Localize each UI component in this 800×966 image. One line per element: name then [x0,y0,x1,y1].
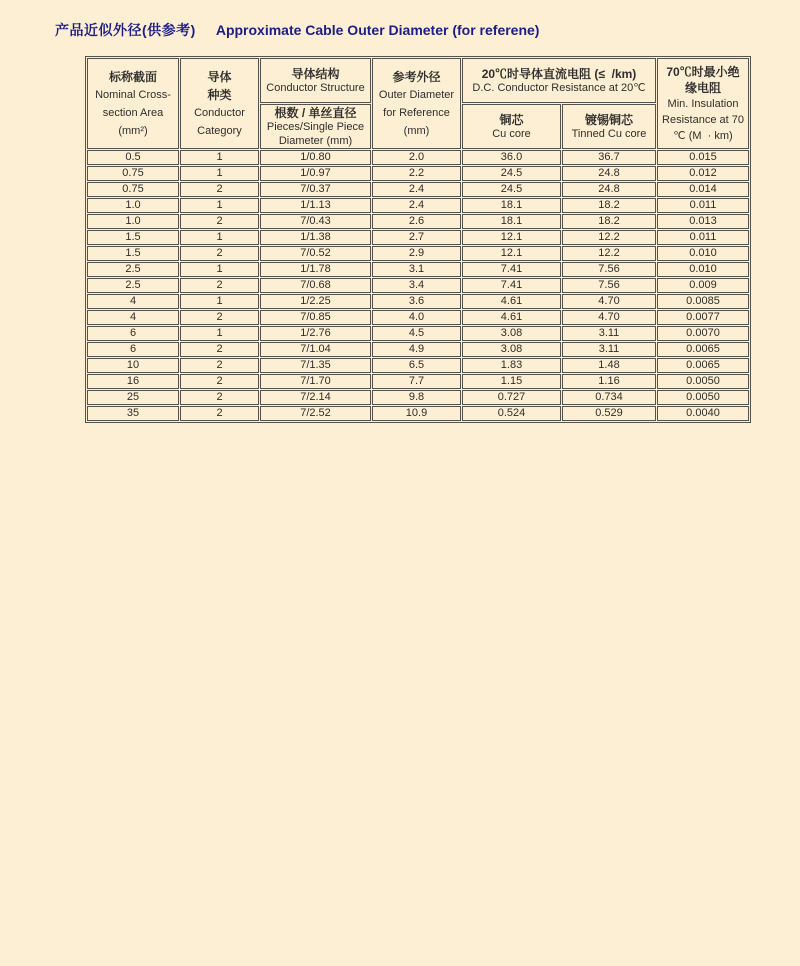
header-category-zh-1: 导体 [207,69,232,84]
cell-outer-diameter: 2.0 [372,150,461,165]
cell-outer-diameter: 4.0 [372,310,461,325]
header-pieces-diameter [260,104,371,149]
header-nominal-en-2: section Area [102,106,164,119]
cell-conductor-structure: 7/0.37 [260,182,371,197]
cell-outer-diameter: 2.4 [372,182,461,197]
cell-cu-core-resistance: 12.1 [462,246,561,261]
header-outer-diameter [372,58,461,149]
cell-tinned-cu-core-resistance: 7.56 [562,278,656,293]
cell-conductor-category: 2 [180,342,259,357]
cell-cu-core-resistance: 36.0 [462,150,561,165]
cell-outer-diameter: 7.7 [372,374,461,389]
table-row [87,310,749,325]
cell-min-insulation-resistance: 0.0065 [657,358,749,373]
header-dc-resistance [462,58,656,103]
cell-outer-diameter: 4.9 [372,342,461,357]
cell-cu-core-resistance: 4.61 [462,310,561,325]
cell-outer-diameter: 2.7 [372,230,461,245]
cell-min-insulation-resistance: 0.0085 [657,294,749,309]
cell-conductor-structure: 1/0.97 [260,166,371,181]
cell-min-insulation-resistance: 0.010 [657,246,749,261]
cell-nominal-area: 25 [87,390,179,405]
cell-conductor-structure: 7/1.35 [260,358,371,373]
header-outer-en-1: Outer Diameter [378,88,455,101]
header-row-top [87,58,749,103]
header-insulation-en-1: Min. Insulation [667,97,739,110]
cell-nominal-area: 6 [87,342,179,357]
cell-conductor-structure: 1/1.38 [260,230,371,245]
header-resistance-en: D.C. Conductor Resistance at 20℃ [472,81,646,94]
cell-nominal-area: 1.5 [87,230,179,245]
cell-nominal-area: 16 [87,374,179,389]
header-cu-en: Cu core [492,127,531,140]
cell-nominal-area: 1.0 [87,214,179,229]
table-row [87,166,749,181]
table-row [87,358,749,373]
table-row [87,342,749,357]
cell-min-insulation-resistance: 0.013 [657,214,749,229]
cell-conductor-category: 1 [180,294,259,309]
cable-spec-table [85,56,751,423]
header-nominal-zh: 标称截面 [108,69,157,84]
table-row [87,262,749,277]
cell-conductor-category: 2 [180,278,259,293]
header-outer-unit: (mm) [403,124,430,137]
cell-nominal-area: 35 [87,406,179,421]
cell-tinned-cu-core-resistance: 18.2 [562,214,656,229]
cell-conductor-category: 1 [180,150,259,165]
table-body [87,150,749,421]
header-conductor-structure [260,58,371,103]
cell-nominal-area: 1.0 [87,198,179,213]
cell-conductor-structure: 7/0.52 [260,246,371,261]
cell-conductor-category: 2 [180,182,259,197]
cell-nominal-area: 0.75 [87,182,179,197]
cell-outer-diameter: 2.2 [372,166,461,181]
header-category-en-2: Category [197,124,242,137]
cell-conductor-structure: 7/0.68 [260,278,371,293]
cell-tinned-cu-core-resistance: 12.2 [562,230,656,245]
page-title-en: Approximate Cable Outer Diameter (for referene) [215,22,540,38]
header-nominal-area [87,58,179,149]
cell-outer-diameter: 3.1 [372,262,461,277]
cell-conductor-category: 2 [180,390,259,405]
header-category-zh-2: 种类 [207,87,232,102]
header-insulation-unit: ℃ (M · km) [673,129,733,142]
cell-conductor-structure: 7/1.70 [260,374,371,389]
table-row [87,390,749,405]
table-row [87,214,749,229]
cell-tinned-cu-core-resistance: 3.11 [562,342,656,357]
cell-conductor-category: 1 [180,230,259,245]
table-row [87,246,749,261]
cell-tinned-cu-core-resistance: 12.2 [562,246,656,261]
header-insulation-zh-1: 70℃时最小绝 [666,64,740,79]
cell-min-insulation-resistance: 0.009 [657,278,749,293]
cell-cu-core-resistance: 18.1 [462,198,561,213]
cell-conductor-category: 2 [180,246,259,261]
cell-nominal-area: 4 [87,310,179,325]
header-nominal-unit: (mm²) [118,124,148,137]
cell-cu-core-resistance: 3.08 [462,326,561,341]
table-row [87,374,749,389]
header-resistance-zh: 20℃时导体直流电阻 (≤ /km) [481,66,637,81]
header-structure-zh: 导体结构 [291,66,340,81]
header-pieces-zh: 根数 / 单丝直径 [274,105,357,120]
cell-tinned-cu-core-resistance: 0.529 [562,406,656,421]
cell-cu-core-resistance: 24.5 [462,182,561,197]
page-title-zh: 产品近似外径(供参考) [55,22,196,38]
cell-cu-core-resistance: 0.524 [462,406,561,421]
cell-conductor-structure: 1/2.76 [260,326,371,341]
cell-conductor-category: 2 [180,310,259,325]
cell-outer-diameter: 9.8 [372,390,461,405]
table-row [87,198,749,213]
cell-outer-diameter: 3.4 [372,278,461,293]
cell-conductor-structure: 7/2.52 [260,406,371,421]
header-conductor-category [180,58,259,149]
cell-nominal-area: 6 [87,326,179,341]
cell-cu-core-resistance: 0.727 [462,390,561,405]
cell-nominal-area: 2.5 [87,262,179,277]
header-tinned-cu-core [562,104,656,149]
cell-min-insulation-resistance: 0.010 [657,262,749,277]
cell-tinned-cu-core-resistance: 7.56 [562,262,656,277]
header-outer-zh: 参考外径 [392,69,441,84]
header-nominal-en-1: Nominal Cross- [95,88,171,101]
cell-min-insulation-resistance: 0.012 [657,166,749,181]
cell-conductor-structure: 7/0.85 [260,310,371,325]
cell-conductor-structure: 7/1.04 [260,342,371,357]
header-category-en-1: Conductor [194,106,245,119]
header-tinned-en: Tinned Cu core [571,127,647,140]
cell-outer-diameter: 10.9 [372,406,461,421]
cell-cu-core-resistance: 1.83 [462,358,561,373]
header-insulation-zh-2: 缘电阻 [684,80,721,95]
header-insulation-en-2: Resistance at 70 [662,113,744,126]
cell-min-insulation-resistance: 0.014 [657,182,749,197]
cell-conductor-structure: 1/1.78 [260,262,371,277]
cell-cu-core-resistance: 24.5 [462,166,561,181]
cell-outer-diameter: 2.9 [372,246,461,261]
page-title [55,20,539,40]
header-cu-core [462,104,561,149]
header-pieces-en-1: Pieces/Single Piece [266,120,365,133]
header-cu-zh: 铜芯 [499,112,524,127]
cell-conductor-structure: 7/2.14 [260,390,371,405]
table-header [87,58,749,149]
cell-outer-diameter: 6.5 [372,358,461,373]
cell-cu-core-resistance: 7.41 [462,262,561,277]
cell-min-insulation-resistance: 0.0077 [657,310,749,325]
cell-tinned-cu-core-resistance: 24.8 [562,182,656,197]
cell-tinned-cu-core-resistance: 3.11 [562,326,656,341]
cell-conductor-structure: 1/1.13 [260,198,371,213]
cell-tinned-cu-core-resistance: 24.8 [562,166,656,181]
header-pieces-en-2: Diameter (mm) [278,134,353,147]
cell-conductor-category: 2 [180,374,259,389]
cell-cu-core-resistance: 3.08 [462,342,561,357]
cell-cu-core-resistance: 4.61 [462,294,561,309]
cell-min-insulation-resistance: 0.0050 [657,374,749,389]
cell-conductor-structure: 1/0.80 [260,150,371,165]
cell-min-insulation-resistance: 0.015 [657,150,749,165]
cell-conductor-category: 1 [180,326,259,341]
cell-tinned-cu-core-resistance: 0.734 [562,390,656,405]
cell-conductor-category: 2 [180,358,259,373]
cell-conductor-category: 1 [180,166,259,181]
cell-outer-diameter: 3.6 [372,294,461,309]
table-row [87,278,749,293]
cell-outer-diameter: 2.6 [372,214,461,229]
cell-tinned-cu-core-resistance: 36.7 [562,150,656,165]
cell-cu-core-resistance: 18.1 [462,214,561,229]
cell-conductor-category: 2 [180,214,259,229]
table-row [87,326,749,341]
header-min-insulation [657,58,749,149]
cell-cu-core-resistance: 7.41 [462,278,561,293]
cell-outer-diameter: 4.5 [372,326,461,341]
cell-nominal-area: 10 [87,358,179,373]
cell-conductor-category: 2 [180,406,259,421]
cell-tinned-cu-core-resistance: 4.70 [562,294,656,309]
cell-nominal-area: 2.5 [87,278,179,293]
cell-nominal-area: 0.75 [87,166,179,181]
cell-nominal-area: 0.5 [87,150,179,165]
cell-min-insulation-resistance: 0.0065 [657,342,749,357]
cell-cu-core-resistance: 1.15 [462,374,561,389]
cell-tinned-cu-core-resistance: 4.70 [562,310,656,325]
table-row [87,406,749,421]
table-row [87,230,749,245]
cell-tinned-cu-core-resistance: 1.48 [562,358,656,373]
header-structure-en: Conductor Structure [266,81,365,94]
cell-min-insulation-resistance: 0.011 [657,230,749,245]
cell-cu-core-resistance: 12.1 [462,230,561,245]
cell-min-insulation-resistance: 0.0070 [657,326,749,341]
cell-conductor-structure: 7/0.43 [260,214,371,229]
table-row [87,294,749,309]
cell-nominal-area: 4 [87,294,179,309]
cell-tinned-cu-core-resistance: 1.16 [562,374,656,389]
cell-conductor-category: 1 [180,262,259,277]
cell-nominal-area: 1.5 [87,246,179,261]
header-tinned-zh: 镀锡铜芯 [584,112,633,127]
table-row [87,182,749,197]
cell-min-insulation-resistance: 0.0040 [657,406,749,421]
cell-conductor-category: 1 [180,198,259,213]
cell-outer-diameter: 2.4 [372,198,461,213]
cell-conductor-structure: 1/2.25 [260,294,371,309]
table-row [87,150,749,165]
cell-tinned-cu-core-resistance: 18.2 [562,198,656,213]
header-outer-en-2: for Reference [383,106,450,119]
cell-min-insulation-resistance: 0.0050 [657,390,749,405]
cell-min-insulation-resistance: 0.011 [657,198,749,213]
